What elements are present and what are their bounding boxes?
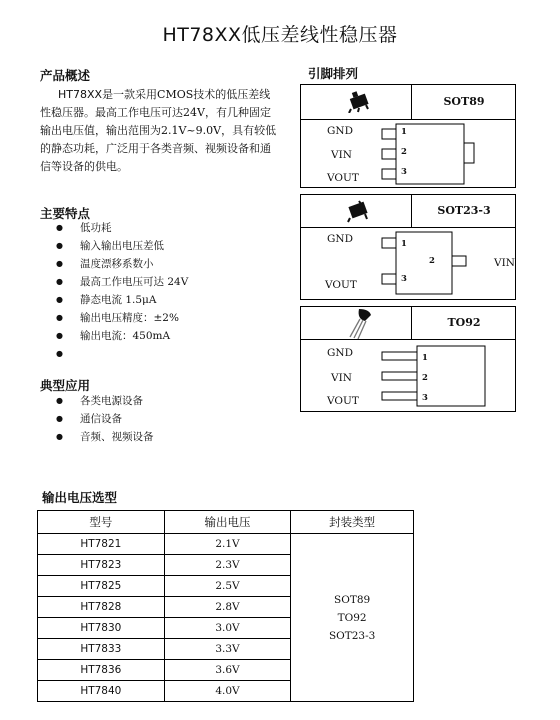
sot89-pin-3-label: VOUT <box>327 172 359 184</box>
feature-item: ● 温度漂移系数小 <box>40 255 280 273</box>
voltage-cell: 2.5V <box>164 576 291 597</box>
applications-heading: 典型应用 <box>40 378 91 393</box>
package-type: SOT89 <box>334 593 371 606</box>
sot23-chip-icon <box>345 199 371 223</box>
sot23-pin-diagram <box>379 229 469 297</box>
to92-transistor-icon <box>345 307 375 339</box>
package-type: TO92 <box>337 611 367 624</box>
applications-list <box>40 392 280 446</box>
package-sot23-header <box>411 195 516 228</box>
table-row <box>38 534 414 555</box>
model-cell: HT7823 <box>38 555 165 576</box>
sot89-chip-icon <box>347 91 371 113</box>
package-sot89-header <box>411 85 516 120</box>
to92-pin-diagram <box>379 343 515 409</box>
sot89-pin-1-label: GND <box>327 125 353 137</box>
sot89-pin-1-number: 1 <box>401 127 407 137</box>
features-heading: 主要特点 <box>40 206 91 221</box>
package-sot23-box <box>300 194 516 300</box>
voltage-cell: 4.0V <box>164 681 291 702</box>
package-sot89-name: SOT89 <box>443 95 485 108</box>
feature-item <box>40 345 280 363</box>
application-item: ● 音频、视频设备 <box>40 428 280 446</box>
page-title: HT78XX低压差线性稳压器 <box>162 24 398 46</box>
overview-lead: HT78XX <box>58 88 103 101</box>
package-cell <box>291 534 414 702</box>
feature-item: ● 低功耗 <box>40 219 280 237</box>
voltage-cell: 3.3V <box>164 639 291 660</box>
package-sot23-name: SOT23-3 <box>437 204 491 217</box>
selection-heading: 输出电压选型 <box>42 490 118 505</box>
package-type: SOT23-3 <box>328 629 376 642</box>
package-to92-header <box>411 307 516 340</box>
feature-item: ● 输出电流：450mA <box>40 327 280 345</box>
voltage-cell: 2.1V <box>164 534 291 555</box>
model-cell: HT7836 <box>38 660 165 681</box>
model-cell: HT7833 <box>38 639 165 660</box>
sot89-pin-diagram <box>379 121 515 187</box>
sot23-pin-3-number: 3 <box>401 274 407 284</box>
feature-item: ● 最高工作电压可达 24V <box>40 273 280 291</box>
to92-pin-2-number: 2 <box>422 373 428 383</box>
voltage-cell: 3.6V <box>164 660 291 681</box>
sot23-pin-3-label: VOUT <box>325 279 357 291</box>
feature-item: ● 静态电流 1.5μA <box>40 291 280 309</box>
selection-table <box>37 510 414 702</box>
model-cell: HT7828 <box>38 597 165 618</box>
to92-pin-1-label: GND <box>327 347 353 359</box>
feature-item: ● 输入输出电压差低 <box>40 237 280 255</box>
overview-body: 是一款采用CMOS技术的低压差线性稳压器。最高工作电压可达24V，有几种固定输出电压值，输出范围为2.1V~9.0V，具有较低的静态功耗，广泛用于各类音频、视频设备和通信等设备的供电。 <box>40 88 277 173</box>
to92-pin-2-label: VIN <box>331 372 352 384</box>
sot23-pin-1-label: GND <box>327 233 353 245</box>
package-to92-name: TO92 <box>447 316 481 329</box>
sot23-pin-2-number: 2 <box>429 256 435 266</box>
voltage-cell: 3.0V <box>164 618 291 639</box>
column-header-voltage: 输出电压 <box>164 511 291 534</box>
features-list <box>40 219 280 363</box>
sot23-pin-2-label: VIN <box>494 257 515 269</box>
column-header-model: 型号 <box>38 511 165 534</box>
package-to92-box <box>300 306 516 412</box>
overview-text <box>40 86 280 176</box>
voltage-cell: 2.8V <box>164 597 291 618</box>
model-cell: HT7840 <box>38 681 165 702</box>
package-sot89-box <box>300 84 516 188</box>
pinout-heading: 引脚排列 <box>308 66 359 81</box>
model-cell: HT7830 <box>38 618 165 639</box>
table-header-row <box>38 511 414 534</box>
model-cell: HT7821 <box>38 534 165 555</box>
application-item: ● 各类电源设备 <box>40 392 280 410</box>
column-header-package: 封装类型 <box>291 511 414 534</box>
application-item: ● 通信设备 <box>40 410 280 428</box>
voltage-cell: 2.3V <box>164 555 291 576</box>
to92-pin-3-label: VOUT <box>327 395 359 407</box>
sot89-pin-3-number: 3 <box>401 167 407 177</box>
overview-heading: 产品概述 <box>40 68 91 83</box>
sot89-pin-2-label: VIN <box>331 149 352 161</box>
sot89-pin-2-number: 2 <box>401 147 407 157</box>
model-cell: HT7825 <box>38 576 165 597</box>
to92-pin-3-number: 3 <box>422 393 428 403</box>
to92-pin-1-number: 1 <box>422 353 428 363</box>
feature-item: ● 输出电压精度：±2% <box>40 309 280 327</box>
sot23-pin-1-number: 1 <box>401 239 407 249</box>
